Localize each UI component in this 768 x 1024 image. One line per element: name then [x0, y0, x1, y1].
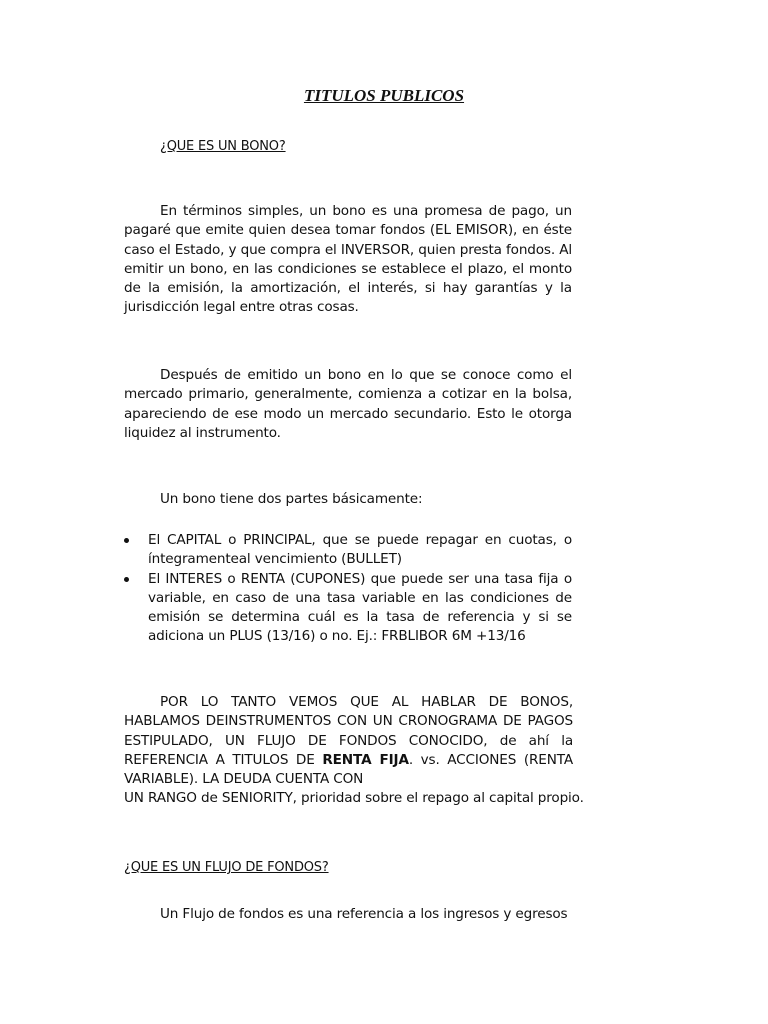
paragraph-cash-flow: Un Flujo de fondos es una referencia a los ingresos y egresos: [160, 906, 568, 922]
paragraph-bond-parts: Un bono tiene dos partes básicamente:: [160, 491, 423, 507]
bullet-list: [124, 531, 572, 647]
section-heading-bono: ¿QUE ES UN BONO?: [160, 139, 286, 154]
paragraph-secondary-market: Después de emitido un bono en lo que se conoce como el mercado primario, generalmente, comienza a cotizar en la bolsa, apareciendo de ese modo un mercado secundario. Esto le otorga liquidez al instrumento.: [124, 367, 572, 441]
document-title: TITULOS PUBLICOS: [303, 86, 465, 105]
bullet-icon: [124, 538, 129, 543]
bullet-icon: [124, 577, 129, 582]
paragraph-conclusion: POR LO TANTO VEMOS QUE AL HABLAR DE BONOS, HABLAMOS DEINSTRUMENTOS CON UN CRONOGRAMA DE PAGOS ESTIPULADO, UN FLUJO DE FONDOS CONOCIDO, de ahí la REFERENCIA A TITULOS DE RENTA FIJA. vs. ACCIONES (RENTA VARIABLE). LA DEUDA CUENTA CON UN RANGO de SENIORITY, prioridad sobre el repago al capital propio.: [124, 694, 584, 807]
list-item: El INTERES o RENTA (CUPONES) que puede ser una tasa fija o variable, en caso de una tasa variable en las condiciones de emisión se determina cuál es la tasa de referencia y si se adiciona un PLUS (13/16) o no. Ej.: FRBLIBOR 6M +13/16: [124, 570, 572, 647]
paragraph-bond-definition: En términos simples, un bono es una promesa de pago, un pagaré que emite quien desea tomar fondos (EL EMISOR), en éste caso el Estado, y que compra el INVERSOR, quien presta fondos. Al emitir un bono, en las condiciones se establece el plazo, el monto de la emisión, la amortización, el interés, si hay garantías y la jurisdicción legal entre otras cosas.: [124, 203, 572, 316]
section-heading-flujo: ¿QUE ES UN FLUJO DE FONDOS?: [124, 860, 329, 875]
list-item: El CAPITAL o PRINCIPAL, que se puede repagar en cuotas, o íntegramenteal vencimiento (BULLET): [124, 531, 572, 570]
bold-text-renta-fija: RENTA FIJA: [322, 751, 409, 768]
